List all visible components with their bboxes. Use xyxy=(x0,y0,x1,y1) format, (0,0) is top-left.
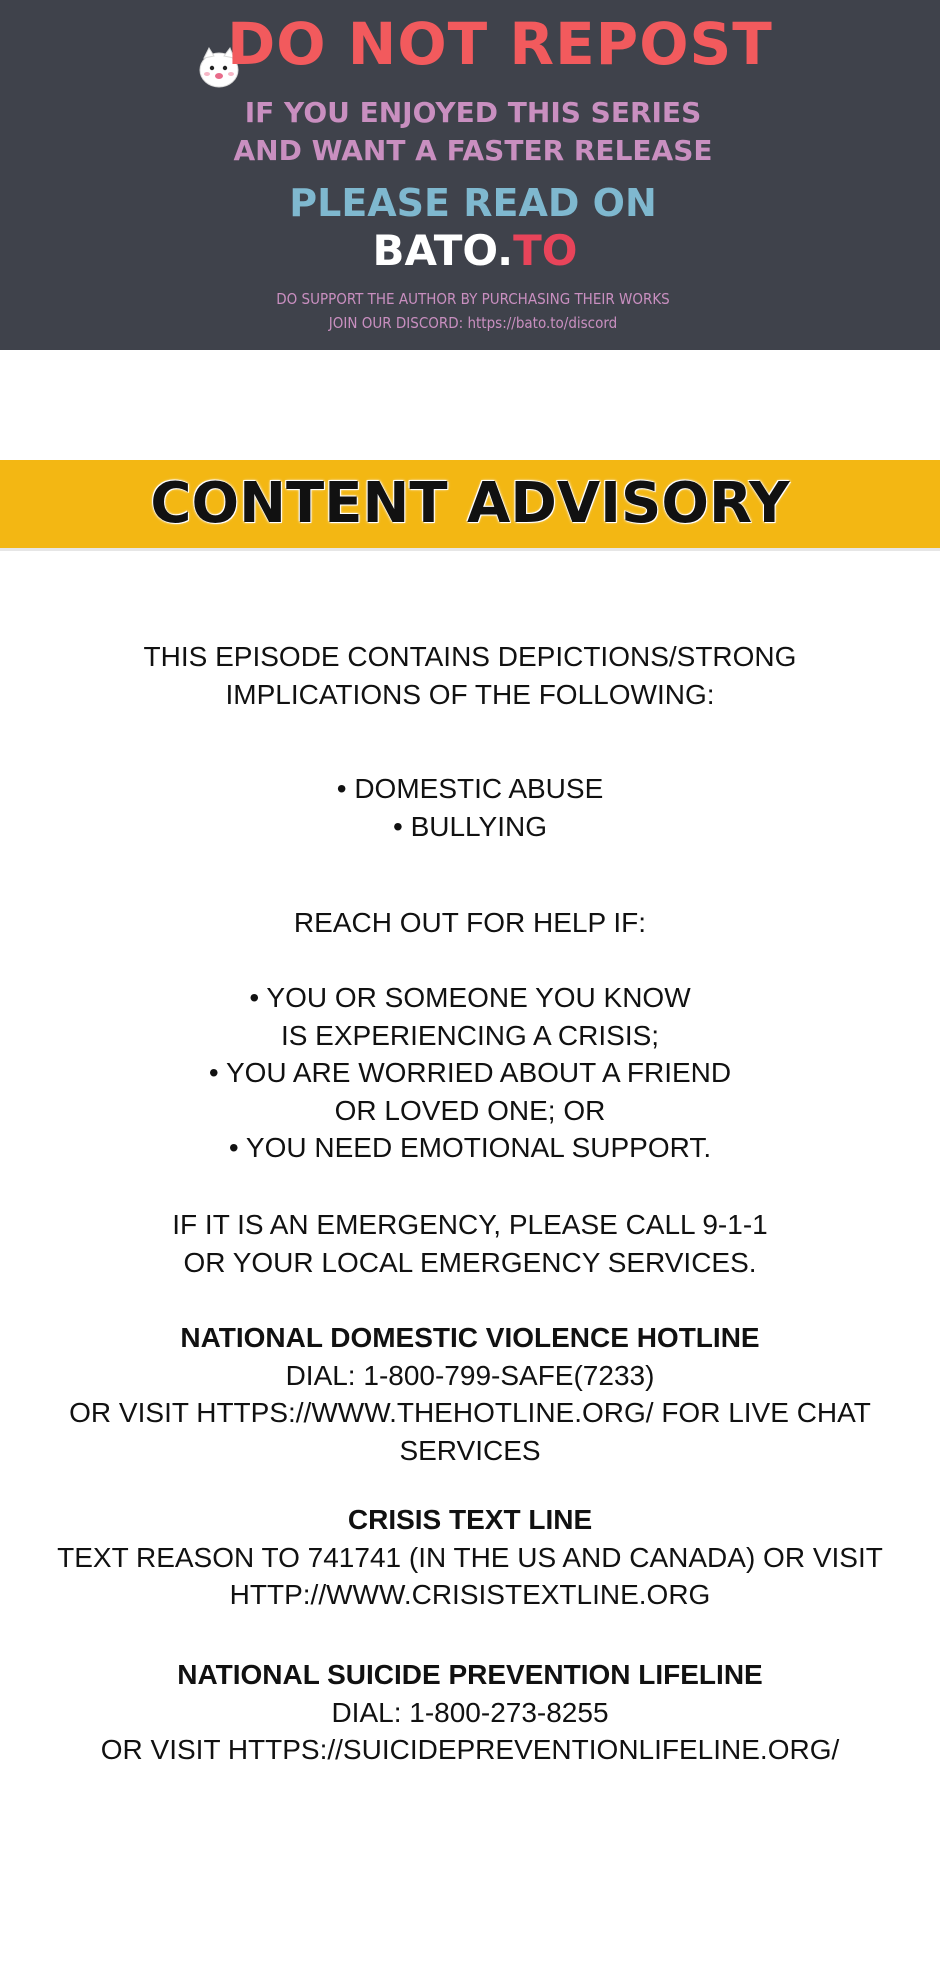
read-on-text: PLEASE READ ON xyxy=(289,181,657,225)
hotline-name: CRISIS TEXT LINE xyxy=(347,1504,593,1535)
hotline-domestic-violence xyxy=(0,1319,940,1469)
hotline-line: DIAL: 1-800-799-SAFE(7233) xyxy=(285,1359,655,1391)
help-line: • YOU NEED EMOTIONAL SUPPORT. xyxy=(228,1132,712,1163)
help-list xyxy=(0,979,940,1167)
discord-link-text: JOIN OUR DISCORD: https://bato.to/discord xyxy=(328,314,618,332)
help-line: OR LOVED ONE; OR xyxy=(334,1094,606,1126)
site-name xyxy=(0,226,940,275)
content-advisory-title: CONTENT ADVISORY xyxy=(150,471,790,536)
support-author-text: DO SUPPORT THE AUTHOR BY PURCHASING THEIR WORKS xyxy=(276,290,670,308)
banner-subtitle-line-1: IF YOU ENJOYED THIS SERIES xyxy=(244,96,702,129)
topic-item: • DOMESTIC ABUSE xyxy=(336,773,604,804)
intro-line-2: IMPLICATIONS OF THE FOLLOWING: xyxy=(225,678,715,710)
emergency-line-2: OR YOUR LOCAL EMERGENCY SERVICES. xyxy=(183,1246,757,1278)
topics-list xyxy=(0,770,940,845)
help-line: IS EXPERIENCING A CRISIS; xyxy=(280,1019,660,1051)
emergency-text xyxy=(0,1206,940,1281)
hotline-name: NATIONAL SUICIDE PREVENTION LIFELINE xyxy=(177,1659,763,1690)
help-line: • YOU ARE WORRIED ABOUT A FRIEND xyxy=(208,1057,732,1088)
help-heading-text: REACH OUT FOR HELP IF: xyxy=(293,907,647,938)
repost-banner xyxy=(0,0,940,350)
hotline-line: TEXT REASON TO 741741 (IN THE US AND CANADA) OR VISIT xyxy=(57,1541,883,1573)
topic-item: • BULLYING xyxy=(393,810,547,842)
hotline-suicide-prevention xyxy=(0,1656,940,1769)
hotline-line: DIAL: 1-800-273-8255 xyxy=(331,1696,609,1728)
content-advisory-bar xyxy=(0,460,940,551)
hotline-name: NATIONAL DOMESTIC VIOLENCE HOTLINE xyxy=(180,1322,760,1353)
hotline-crisis-text-line xyxy=(0,1501,940,1614)
help-line: • YOU OR SOMEONE YOU KNOW xyxy=(249,982,691,1013)
hotline-line: HTTP://WWW.CRISISTEXTLINE.ORG xyxy=(229,1579,711,1610)
hotline-line: OR VISIT HTTPS://WWW.THEHOTLINE.ORG/ FOR LIVE CHAT xyxy=(69,1397,871,1428)
do-not-repost-title: DO NOT REPOST xyxy=(227,10,773,78)
hotline-line: OR VISIT HTTPS://SUICIDEPREVENTIONLIFELINE.ORG/ xyxy=(100,1734,840,1765)
intro-line-1: THIS EPISODE CONTAINS DEPICTIONS/STRONG xyxy=(143,641,797,672)
hotline-line: SERVICES xyxy=(399,1434,541,1466)
intro-text xyxy=(0,638,940,713)
emergency-line-1: IF IT IS AN EMERGENCY, PLEASE CALL 9-1-1 xyxy=(172,1209,768,1240)
banner-subtitle-line-2: AND WANT A FASTER RELEASE xyxy=(233,134,713,167)
site-name-main: BATO. xyxy=(372,226,514,275)
help-heading xyxy=(0,904,940,942)
site-name-tld: TO xyxy=(513,226,578,275)
